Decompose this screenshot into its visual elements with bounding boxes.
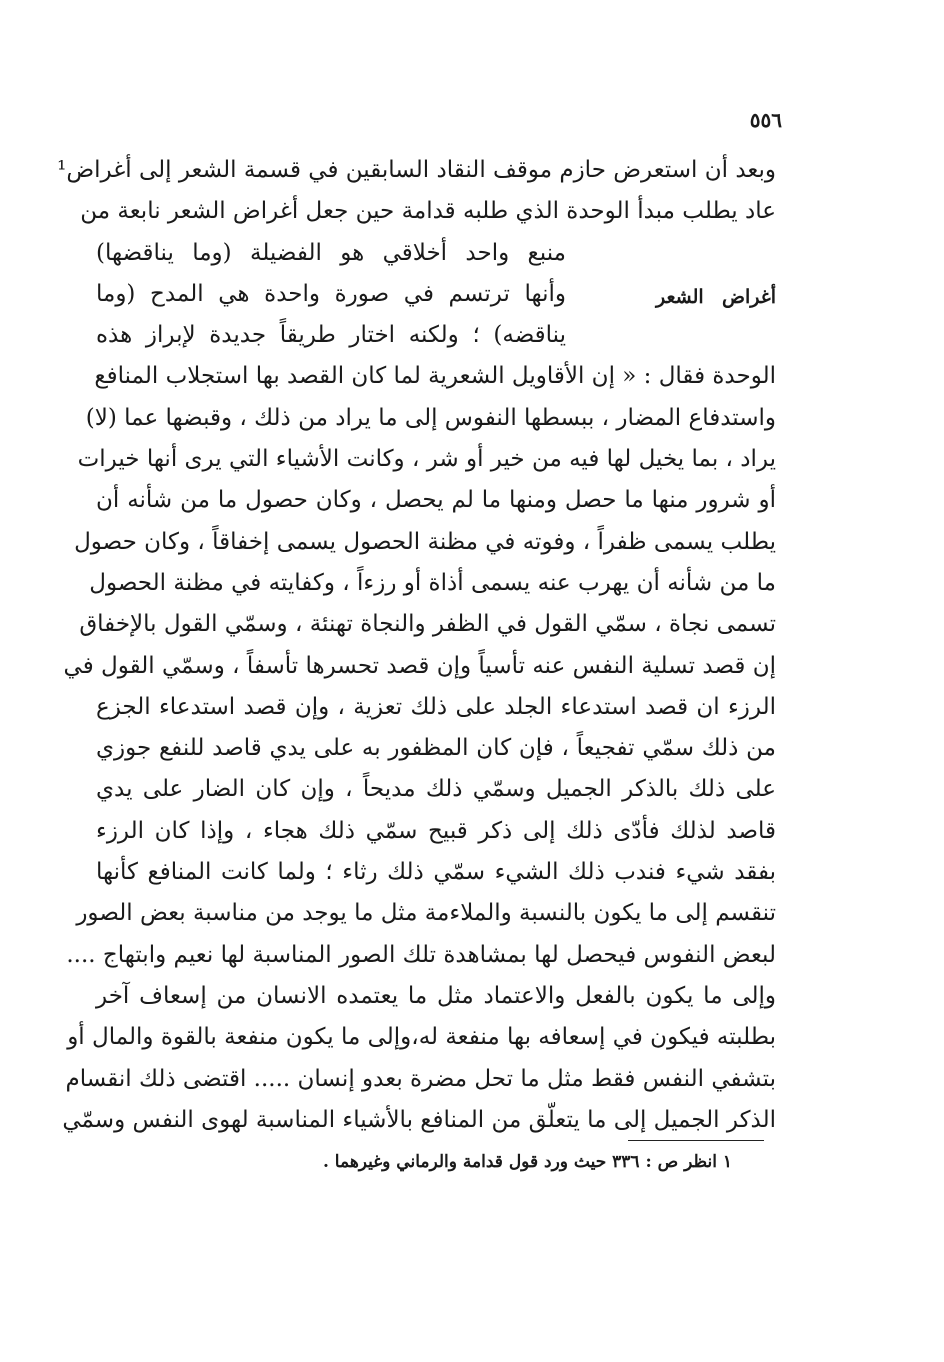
text-line: يناقضه) ؛ ولكنه اختار طريقاً جديدة لإبراز هذه xyxy=(96,322,566,349)
text-line: يطلب يسمى ظفراً ، وفوته في مظنة الحصول يسمى إخفاقاً ، وكان حصول xyxy=(74,528,776,555)
text-line: بتشفي النفس فقط مثل ما تحل مضرة بعدو إنسان ..... اقتضى ذلك انقسام xyxy=(65,1065,776,1092)
text-line: بطلبته فيكون في إسعافه بها منفعة له،وإلى ما يكون منفعة بالقوة والمال أو xyxy=(67,1024,776,1051)
margin-note: أغراض الشعر xyxy=(656,285,776,308)
text-line: تسمى نجاة ، سمّي القول في الظفر والنجاة تهنئة ، وسمّي القول بالإخفاق xyxy=(79,611,776,638)
text-line: وبعد أن استعرض حازم موقف النقاد السابقين في قسمة الشعر إلى أغراض¹ xyxy=(57,157,776,183)
text-line: الذكر الجميل إلى ما يتعلّق من المنافع بالأشياء المناسبة لهوى النفس وسمّي xyxy=(62,1106,776,1133)
page-number: ٥٥٦ xyxy=(749,108,782,132)
text-line: الوحدة فقال : « إن الأقاويل الشعرية لما كان القصد بها استجلاب المنافع xyxy=(94,363,776,390)
text-line: الرزء ان قصد استدعاء الجلد على ذلك تعزية ، وإن قصد استدعاء الجزع xyxy=(96,693,776,720)
text-line: لبعض النفوس فيحصل لها بمشاهدة تلك الصور المناسبة لها نعيم وابتهاج .... xyxy=(66,941,776,968)
text-line: قاصد لذلك فأدّى ذلك إلى ذكر قبيح سمّي ذلك هجاء ، وإذا كان الرزء xyxy=(96,817,776,844)
text-line: وإلى ما يكون بالفعل والاعتماد مثل ما يعتمده الانسان من إسعاف آخر xyxy=(96,982,776,1009)
body-text xyxy=(57,150,776,1141)
text-line: يراد ، بما يخيل لها فيه من خير أو شر ، وكانت الأشياء التي يرى أنها خيرات xyxy=(77,446,776,473)
footnote: ١ انظر ص : ٣٣٦ حيث ورد قول قدامة والرماني وغيرهما . xyxy=(322,1152,732,1172)
text-line: من ذلك سمّي تفجيعاً ، فإن كان المظفور به على يدي قاصد للنفع جوزي xyxy=(96,735,776,762)
text-line: عاد يطلب مبدأ الوحدة الذي طلبه قدامة حين جعل أغراض الشعر نابعة من xyxy=(80,198,776,225)
margin-note-block xyxy=(96,233,776,357)
text-line: منبع واحد أخلاقي هو الفضيلة (وما يناقضها) xyxy=(96,239,566,266)
text-line: ما من شأنه أن يهرب عنه يسمى أذاة أو رزءاً ، وكفايته في مظنة الحصول xyxy=(89,569,776,596)
footnote-divider xyxy=(628,1140,764,1141)
text-line: على ذلك بالذكر الجميل وسمّي ذلك مديحاً ، وإن كان الضار على يدي xyxy=(96,776,776,803)
text-line: واستدفاع المضار ، ببسطها النفوس إلى ما يراد من ذلك ، وقبضها عما (لا) xyxy=(85,404,776,431)
text-line: بفقد شيء فندب ذلك الشيء سمّي ذلك رثاء ؛ ولما كانت المنافع كأنها xyxy=(96,859,776,886)
text-line: أو شرور منها ما حصل ومنها ما لم يحصل ، وكان حصول ما من شأنه أن xyxy=(96,487,776,514)
text-line: تنقسم إلى ما يكون بالنسبة والملاءمة مثل ما يوجد من مناسبة بعض الصور xyxy=(76,900,776,927)
text-line: وأنها ترتسم في صورة واحدة هي المدح (وما xyxy=(96,280,566,307)
text-line: إن قصد تسلية النفس عنه تأسياً وإن قصد تحسرها تأسفاً ، وسمّي القول في xyxy=(63,652,776,679)
